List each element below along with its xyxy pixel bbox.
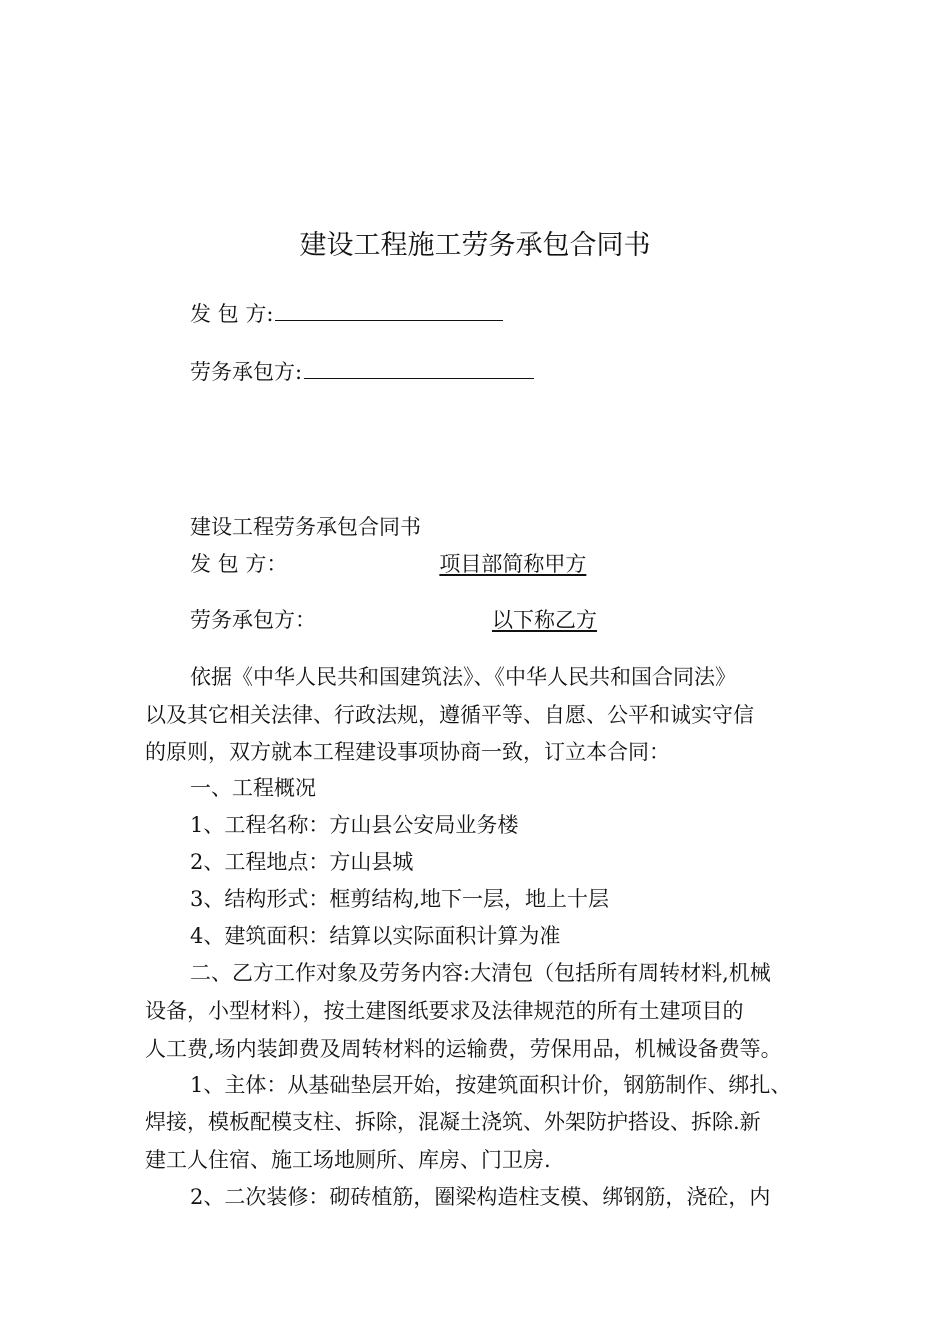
cover-employer-line — [190, 304, 503, 325]
item-main-line-1: 1、主体：从基础垫层开始，按建筑面积计价，钢筋制作、绑扎、 — [190, 1073, 792, 1097]
section-1-item-3: 3、结构形式：框剪结构,地下一层，地上十层 — [190, 887, 610, 911]
cover-contractor-label: 劳务承包方: — [190, 360, 303, 384]
body-employer-line — [190, 554, 586, 575]
section-1-item-2: 2、工程地点：方山县城 — [190, 850, 414, 874]
item-secondary-line-1: 2、二次装修：砌砖植筋，圈梁构造柱支模、绑钢筋，浇砼，内 — [190, 1185, 771, 1209]
body-contractor-label: 劳务承包方： — [190, 608, 316, 632]
section-1-item-1: 1、工程名称：方山县公安局业务楼 — [190, 813, 519, 837]
cover-contractor-blank[interactable] — [304, 377, 534, 379]
item-main-line-3: 建工人住宿、施工场地厕所、库房、门卫房. — [145, 1148, 551, 1172]
body-contractor-value: 以下称乙方 — [492, 608, 597, 632]
section-2-line-1: 二、乙方工作对象及劳务内容:大清包（包括所有周转材料,机械 — [190, 961, 771, 985]
preamble-line-2: 以及其它相关法律、行政法规，遵循平等、自愿、公平和诚实守信 — [145, 703, 754, 727]
body-employer-label: 发 包 方： — [190, 552, 288, 576]
section-1-title: 一、工程概况 — [190, 776, 316, 800]
cover-employer-blank[interactable] — [275, 319, 503, 321]
preamble-line-1: 依据《中华人民共和国建筑法》、《中华人民共和国合同法》 — [190, 665, 736, 689]
body-heading: 建设工程劳务承包合同书 — [190, 515, 421, 539]
body-contractor-line — [190, 610, 597, 631]
cover-contractor-line — [190, 362, 534, 383]
section-2-line-3: 人工费,场内装卸费及周转材料的运输费，劳保用品，机械设备费等。 — [145, 1037, 782, 1061]
item-main-line-2: 焊接，模板配模支柱、拆除，混凝土浇筑、外架防护搭设、拆除.新 — [145, 1110, 761, 1134]
section-2-line-2: 设备，小型材料），按土建图纸要求及法律规范的所有土建项目的 — [145, 999, 744, 1023]
body-contractor-field — [316, 608, 597, 632]
body-employer-value: 项目部简称甲方 — [439, 552, 587, 576]
cover-employer-label: 发 包 方: — [190, 302, 274, 326]
document-title: 建设工程施工劳务承包合同书 — [299, 230, 651, 261]
preamble-line-3: 的原则，双方就本工程建设事项协商一致，订立本合同： — [145, 740, 670, 764]
body-employer-field — [287, 552, 586, 576]
section-1-item-4: 4、建筑面积：结算以实际面积计算为准 — [190, 924, 561, 948]
